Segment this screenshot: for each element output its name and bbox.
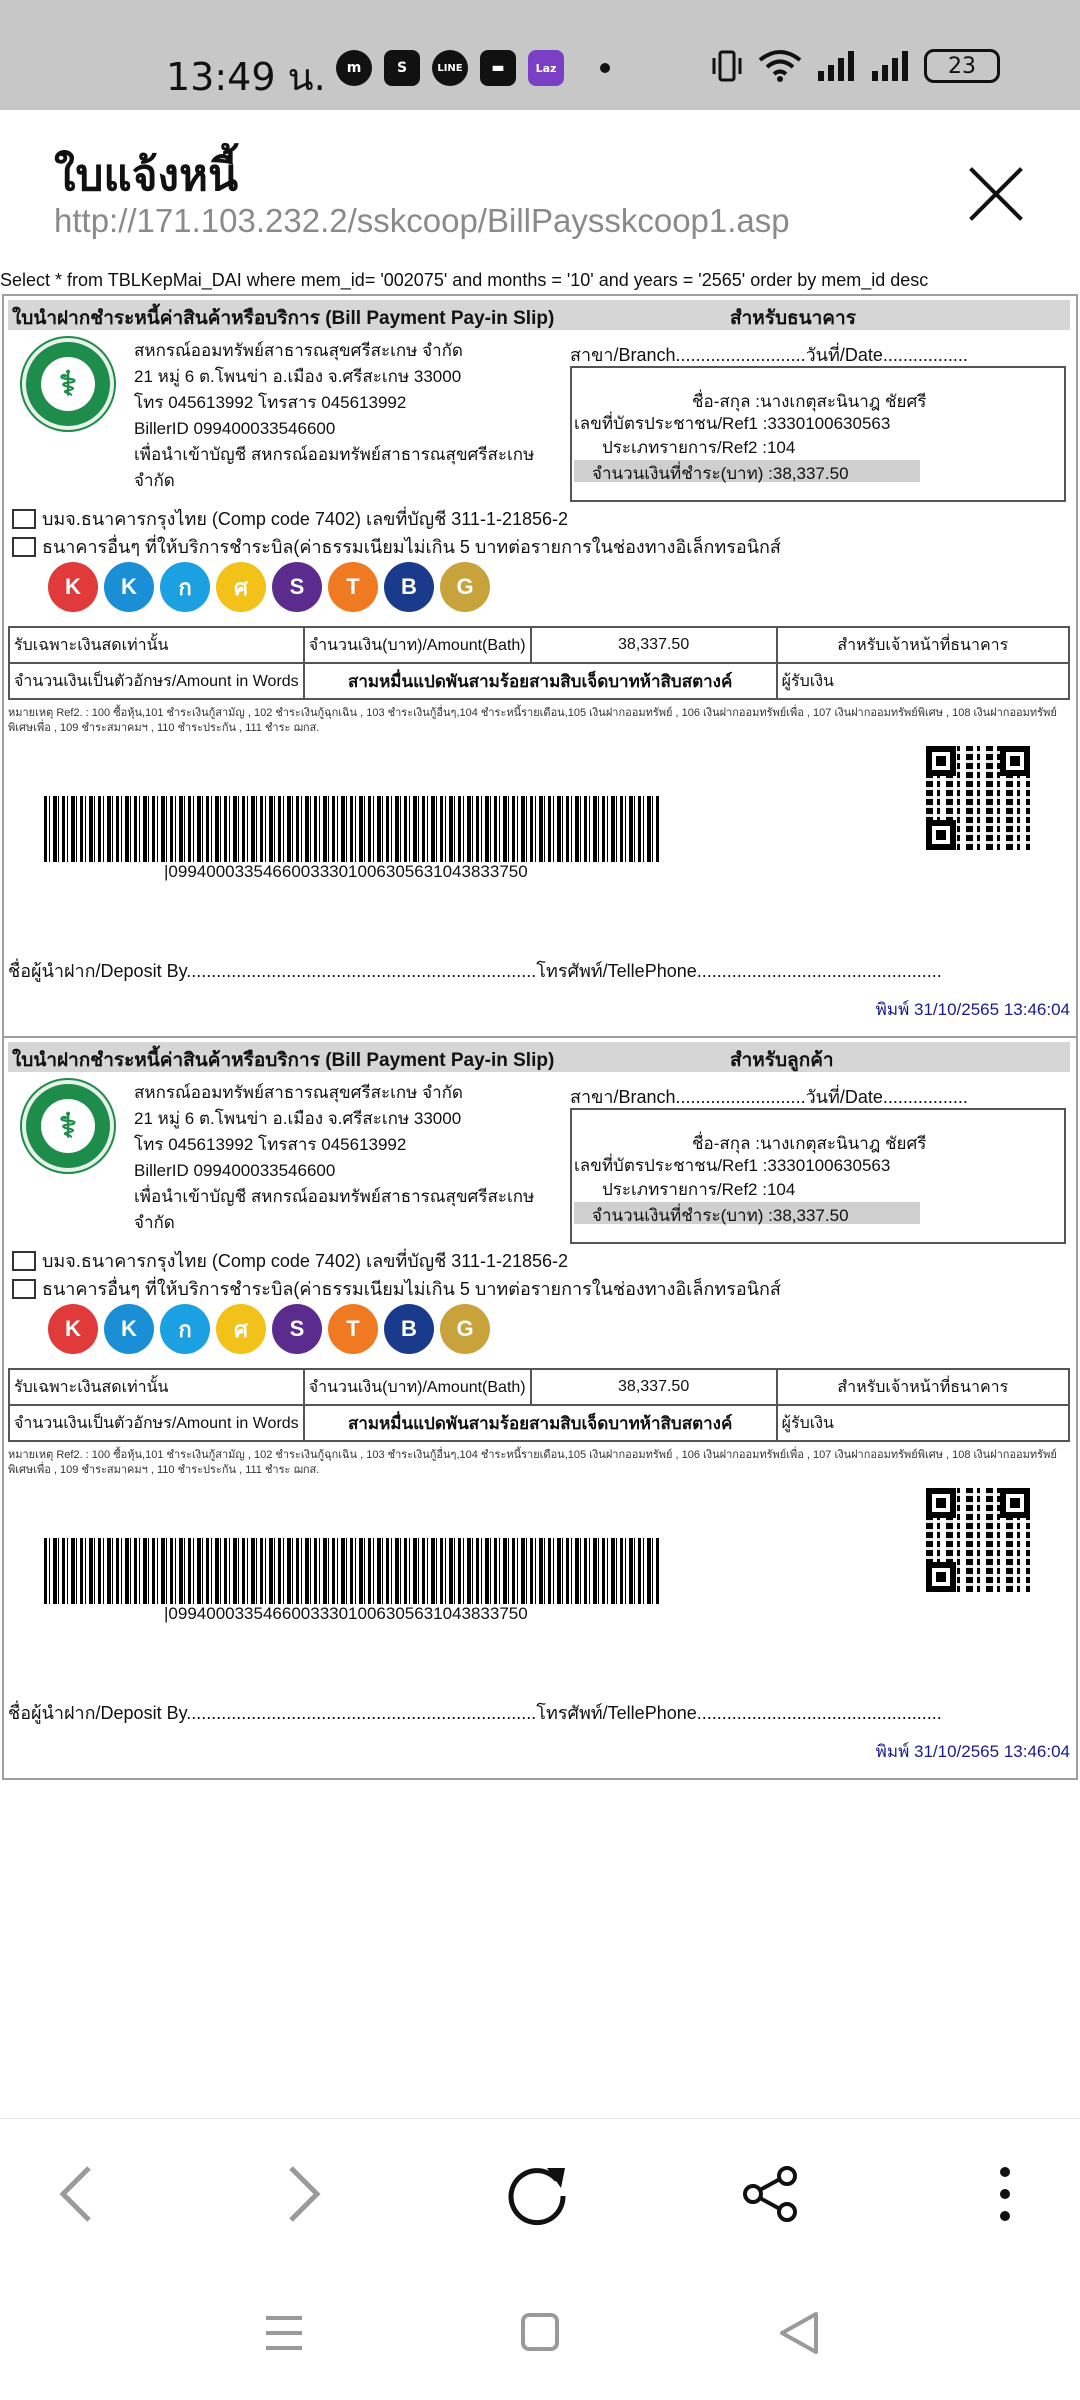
amount-value: 38,337.50 bbox=[531, 1369, 777, 1405]
other-bank-option[interactable] bbox=[12, 1274, 781, 1303]
more-icon[interactable] bbox=[970, 2159, 1040, 2229]
page-title: ใบแจ้งหนี้ bbox=[54, 150, 239, 201]
amount-paid: จำนวนเงินที่ชำระ(บาท) :38,337.50 bbox=[592, 464, 849, 483]
slip-copy-label: สำหรับลูกค้า bbox=[730, 1050, 834, 1071]
ktb-label: บมจ.ธนาคารกรุงไทย (Comp code 7402) เลขที่บัญชี 311-1-21856-2 bbox=[42, 509, 569, 529]
coop-name: สหกรณ์ออมทรัพย์สาธารณสุขศรีสะเกษ จำกัด bbox=[134, 341, 463, 360]
menu-icon[interactable] bbox=[254, 2308, 314, 2358]
status-bar bbox=[0, 0, 1080, 110]
words-label: จำนวนเงินเป็นตัวอักษร/Amount in Words bbox=[9, 663, 304, 699]
coop-name: สหกรณ์ออมทรัพย์สาธารณสุขศรีสะเกษ จำกัด bbox=[134, 1083, 463, 1102]
other-bank-option[interactable] bbox=[12, 532, 781, 561]
kasikorn-logo: K bbox=[48, 1304, 98, 1354]
coop-account: เพื่อนำเข้าบัญชี สหกรณ์ออมทรัพย์สาธารณสุขศรีสะเกษ จำกัด bbox=[134, 445, 535, 490]
gsb-logo: G bbox=[440, 1304, 490, 1354]
lazada-icon: Laz bbox=[528, 50, 564, 86]
webview-header bbox=[0, 110, 1080, 270]
back-nav-icon[interactable] bbox=[770, 2308, 830, 2358]
qr-code bbox=[922, 1484, 1034, 1596]
close-icon[interactable] bbox=[966, 164, 1026, 224]
coop-address: 21 หมู่ 6 ต.โพนข่า อ.เมือง จ.ศรีสะเกษ 33000 bbox=[134, 1109, 462, 1128]
more-notifications-dot bbox=[600, 63, 610, 73]
barcode-number: |09940003354660033301006305631043833750 bbox=[164, 862, 528, 881]
share-icon[interactable] bbox=[736, 2159, 806, 2229]
coop-account: เพื่อนำเข้าบัญชี สหกรณ์ออมทรัพย์สาธารณสุขศรีสะเกษ จำกัด bbox=[134, 1187, 535, 1232]
kasikorn-logo: K bbox=[48, 562, 98, 612]
barcode bbox=[44, 1538, 660, 1604]
ktb-option[interactable] bbox=[12, 1246, 568, 1275]
bank-logos bbox=[48, 562, 490, 612]
coop-logo: ⚕ bbox=[22, 1080, 114, 1172]
receiver: ผู้รับเงิน bbox=[777, 1405, 1069, 1441]
slip-title: ใบนำฝากชำระหนี้ค่าสินค้าหรือบริการ (Bill Payment Pay-in Slip) bbox=[12, 308, 555, 329]
ref2: ประเภทรายการ/Ref2 :104 bbox=[602, 438, 796, 457]
ref1: เลขที่บัตรประชาชน/Ref1 :3330100630563 bbox=[574, 414, 891, 433]
krungthai-logo: ก bbox=[160, 562, 210, 612]
system-status bbox=[710, 48, 1000, 84]
ref1: เลขที่บัตรประชาชน/Ref1 :3330100630563 bbox=[574, 1156, 891, 1175]
receiver: ผู้รับเงิน bbox=[777, 663, 1069, 699]
qr-code bbox=[922, 742, 1034, 854]
battery-icon: 23 bbox=[924, 49, 1000, 83]
payer-info-box bbox=[570, 366, 1066, 502]
bbl-logo: B bbox=[384, 1304, 434, 1354]
amount-value: 38,337.50 bbox=[531, 627, 777, 663]
scb-logo: S bbox=[272, 562, 322, 612]
words-label: จำนวนเงินเป็นตัวอักษร/Amount in Words bbox=[9, 1405, 304, 1441]
bank-logos bbox=[48, 1304, 490, 1354]
ref2-note: หมายเหตุ Ref2. : 100 ซื้อหุ้น,101 ชำระเงินกู้สามัญ , 102 ชำระเงินกู้ฉุกเฉิน , 103 ชำระเงินกู้อื่นๆ,104 ชำระหนี้รายเดือน,105 เงินฝากออมทรัพย์ , 106 เงินฝากออมทรัพย์เพื่อ , 107 เงินฝากออมทรัพย์พิเศษ , 108 เงินฝากออมทรัพย์พิเศษเพื่อ , 109 ชำระสมาคมฯ , 110 ชำระประกัน , 111 ชำระ ฌกส. bbox=[8, 1449, 1057, 1476]
signal-icon-1 bbox=[816, 49, 856, 83]
wifi-icon bbox=[758, 48, 802, 84]
coop-biller-id: BillerID 099400033546600 bbox=[134, 419, 336, 438]
slip-header bbox=[8, 1042, 1070, 1072]
signal-icon-2 bbox=[870, 49, 910, 83]
page-url: http://171.103.232.2/sskcoop/BillPaysskcoop1.asp bbox=[54, 202, 790, 239]
amount-label: จำนวนเงิน(บาท)/Amount(Bath) bbox=[304, 1369, 531, 1405]
words-value: สามหมื่นแปดพันสามร้อยสามสิบเจ็ดบาทห้าสิบสตางค์ bbox=[304, 1405, 777, 1441]
amount-paid: จำนวนเงินที่ชำระ(บาท) :38,337.50 bbox=[592, 1206, 849, 1225]
slip-header bbox=[8, 300, 1070, 330]
bank-officer: สำหรับเจ้าหน้าที่ธนาคาร bbox=[777, 627, 1069, 663]
deposit-by: ชื่อผู้นำฝาก/Deposit By......................................................................โทรศัพท์/TellePhone................................................. bbox=[8, 1703, 942, 1723]
payer-name: ชื่อ-สกุล :นางเกตุสะนินาฎ ชัยศรี bbox=[692, 392, 927, 411]
bbl-logo: B bbox=[384, 562, 434, 612]
bank-copy-slip bbox=[2, 294, 1078, 1038]
printed-time: พิมพ์ 31/10/2565 13:46:04 bbox=[875, 1742, 1070, 1761]
reload-icon[interactable] bbox=[504, 2159, 574, 2229]
tmb-logo: T bbox=[328, 1304, 378, 1354]
notification-icons bbox=[336, 50, 610, 86]
other-bank-label: ธนาคารอื่นๆ ที่ให้บริการชำระบิล(ค่าธรรมเนียมไม่เกิน 5 บาทต่อรายการในช่องทางอิเล็กทรอนิกส์ bbox=[42, 1279, 781, 1299]
deposit-by: ชื่อผู้นำฝาก/Deposit By......................................................................โทรศัพท์/TellePhone................................................. bbox=[8, 961, 942, 981]
coop-info bbox=[134, 338, 554, 494]
back-icon[interactable] bbox=[40, 2159, 110, 2229]
slip-title: ใบนำฝากชำระหนี้ค่าสินค้าหรือบริการ (Bill Payment Pay-in Slip) bbox=[12, 1050, 555, 1071]
barcode-number: |09940003354660033301006305631043833750 bbox=[164, 1604, 528, 1623]
payer-info-box bbox=[570, 1108, 1066, 1244]
amount-table bbox=[8, 1368, 1070, 1442]
web-content bbox=[0, 270, 1080, 2110]
browser-nav-bar bbox=[0, 2118, 1080, 2268]
gsb-logo: G bbox=[440, 562, 490, 612]
ktb-option[interactable] bbox=[12, 504, 568, 533]
barcode bbox=[44, 796, 660, 862]
tmb-logo: T bbox=[328, 562, 378, 612]
coop-phone: โทร 045613992 โทรสาร 045613992 bbox=[134, 1135, 407, 1154]
coop-info bbox=[134, 1080, 554, 1236]
vibrate-icon bbox=[710, 48, 744, 84]
messenger-icon: m bbox=[336, 50, 372, 86]
kbank-logo: K bbox=[104, 1304, 154, 1354]
branch-date: สาขา/Branch..........................วันที่/Date................. bbox=[570, 345, 968, 365]
coop-biller-id: BillerID 099400033546600 bbox=[134, 1161, 336, 1180]
other-bank-checkbox[interactable] bbox=[12, 1279, 36, 1299]
payer-name: ชื่อ-สกุล :นางเกตุสะนินาฎ ชัยศรี bbox=[692, 1134, 927, 1153]
coop-logo: ⚕ bbox=[22, 338, 114, 430]
krungthai-logo: ก bbox=[160, 1304, 210, 1354]
branch-date: สาขา/Branch..........................วันที่/Date................. bbox=[570, 1087, 968, 1107]
slip-copy-label: สำหรับธนาคาร bbox=[730, 308, 856, 329]
printed-time: พิมพ์ 31/10/2565 13:46:04 bbox=[875, 1000, 1070, 1019]
cash-only: รับเฉพาะเงินสดเท่านั้น bbox=[9, 1369, 304, 1405]
other-bank-checkbox[interactable] bbox=[12, 537, 36, 557]
other-bank-label: ธนาคารอื่นๆ ที่ให้บริการชำระบิล(ค่าธรรมเนียมไม่เกิน 5 บาทต่อรายการในช่องทางอิเล็กทรอนิกส์ bbox=[42, 537, 781, 557]
kbank-logo: K bbox=[104, 562, 154, 612]
sql-query-text: Select * from TBLKepMai_DAI where mem_id= '002075' and months = '10' and years = '2565' order by mem_id desc bbox=[0, 270, 929, 290]
ref2-note: หมายเหตุ Ref2. : 100 ซื้อหุ้น,101 ชำระเงินกู้สามัญ , 102 ชำระเงินกู้ฉุกเฉิน , 103 ชำระเงินกู้อื่นๆ,104 ชำระหนี้รายเดือน,105 เงินฝากออมทรัพย์ , 106 เงินฝากออมทรัพย์เพื่อ , 107 เงินฝากออมทรัพย์พิเศษ , 108 เงินฝากออมทรัพย์พิเศษเพื่อ , 109 ชำระสมาคมฯ , 110 ชำระประกัน , 111 ชำระ ฌกส. bbox=[8, 707, 1057, 734]
home-icon[interactable] bbox=[510, 2308, 570, 2358]
scb-logo: S bbox=[272, 1304, 322, 1354]
cash-only: รับเฉพาะเงินสดเท่านั้น bbox=[9, 627, 304, 663]
words-value: สามหมื่นแปดพันสามร้อยสามสิบเจ็ดบาทห้าสิบสตางค์ bbox=[304, 663, 777, 699]
customer-copy-slip bbox=[2, 1036, 1078, 1780]
krungsri-logo: ศ bbox=[216, 1304, 266, 1354]
bank-officer: สำหรับเจ้าหน้าที่ธนาคาร bbox=[777, 1369, 1069, 1405]
amount-label: จำนวนเงิน(บาท)/Amount(Bath) bbox=[304, 627, 531, 663]
status-time: 13:49 น. bbox=[166, 55, 326, 99]
ref2: ประเภทรายการ/Ref2 :104 bbox=[602, 1180, 796, 1199]
line-icon: LINE bbox=[432, 50, 468, 86]
coop-phone: โทร 045613992 โทรสาร 045613992 bbox=[134, 393, 407, 412]
ktb-label: บมจ.ธนาคารกรุงไทย (Comp code 7402) เลขที่บัญชี 311-1-21856-2 bbox=[42, 1251, 569, 1271]
forward-icon[interactable] bbox=[270, 2159, 340, 2229]
amount-table bbox=[8, 626, 1070, 700]
coop-address: 21 หมู่ 6 ต.โพนข่า อ.เมือง จ.ศรีสะเกษ 33000 bbox=[134, 367, 462, 386]
ktb-checkbox[interactable] bbox=[12, 1251, 36, 1271]
krungsri-logo: ศ bbox=[216, 562, 266, 612]
ktb-checkbox[interactable] bbox=[12, 509, 36, 529]
system-nav-bar bbox=[0, 2268, 1080, 2400]
sammi-icon: ▬ bbox=[480, 50, 516, 86]
shopee-icon: S bbox=[384, 50, 420, 86]
